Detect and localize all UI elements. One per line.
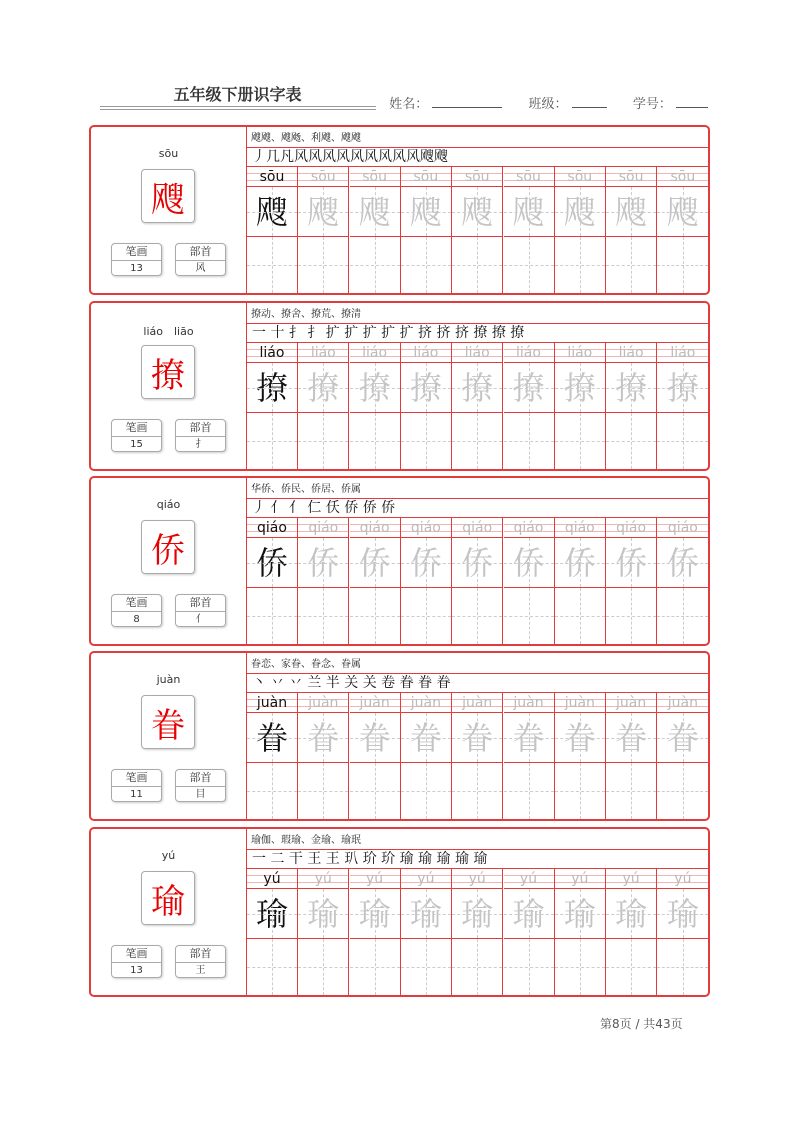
practice-character: 撩 <box>298 363 348 413</box>
practice-character: 瑜 <box>350 889 400 939</box>
practice-column <box>452 167 503 293</box>
practice-character: 飕 <box>555 187 605 237</box>
radical-label: 部首 <box>176 946 225 963</box>
practice-column <box>247 869 298 995</box>
radical-label: 部首 <box>176 244 225 261</box>
practice-column <box>452 869 503 995</box>
practice-pinyin: yú <box>350 869 400 889</box>
practice-pinyin: yú <box>452 869 502 889</box>
practice-pinyin: sōu <box>555 167 605 187</box>
character-pinyin: qiáo <box>156 498 181 511</box>
blank-writing-cell[interactable] <box>298 588 348 644</box>
practice-pinyin: qiáo <box>452 518 502 538</box>
practice-character: 侨 <box>504 538 554 588</box>
blank-writing-cell[interactable] <box>452 588 502 644</box>
practice-character: 瑜 <box>657 889 708 939</box>
practice-pinyin: yú <box>657 869 708 889</box>
practice-pinyin: yú <box>401 869 451 889</box>
blank-writing-cell[interactable] <box>298 939 348 995</box>
radical-box <box>175 594 226 627</box>
blank-writing-cell[interactable] <box>657 763 708 819</box>
practice-character: 侨 <box>298 538 348 588</box>
blank-writing-cell[interactable] <box>452 763 502 819</box>
blank-writing-cell[interactable] <box>657 413 708 469</box>
blank-writing-cell[interactable] <box>247 588 297 644</box>
blank-writing-cell[interactable] <box>504 413 554 469</box>
blank-writing-cell[interactable] <box>504 237 554 293</box>
practice-column <box>401 518 452 644</box>
blank-writing-cell[interactable] <box>298 413 348 469</box>
practice-pinyin: qiáo <box>247 518 297 538</box>
stroke-order: 丿 亻 亻 仁 仸 侨 侨 侨 <box>247 498 708 518</box>
practice-character: 眷 <box>657 713 708 763</box>
stroke-count-label: 笔画 <box>112 595 161 612</box>
character-pinyin: juàn <box>156 673 181 686</box>
blank-writing-cell[interactable] <box>606 237 656 293</box>
character-display: 侨 <box>141 520 195 574</box>
practice-column <box>298 167 349 293</box>
id-label: 学号： <box>632 97 672 112</box>
blank-writing-cell[interactable] <box>401 939 451 995</box>
name-label: 姓名： <box>389 97 429 112</box>
title-underline <box>100 106 376 107</box>
example-words: 飕飕、飕飏、利飕、飕飕 <box>251 133 361 144</box>
class-label: 班级： <box>528 97 568 112</box>
radical-box <box>175 769 226 802</box>
practice-column <box>606 167 657 293</box>
character-card <box>89 651 710 821</box>
blank-writing-cell[interactable] <box>555 588 605 644</box>
practice-pinyin: liáo <box>247 343 297 363</box>
practice-column <box>401 869 452 995</box>
practice-grid <box>247 693 708 819</box>
practice-pinyin: sōu <box>452 167 502 187</box>
practice-character: 眷 <box>298 713 348 763</box>
practice-character: 瑜 <box>606 889 656 939</box>
blank-writing-cell[interactable] <box>606 588 656 644</box>
practice-character: 侨 <box>452 538 502 588</box>
name-field[interactable] <box>432 95 502 108</box>
stroke-count-box <box>111 769 162 802</box>
example-words: 撩动、撩舍、撩荒、撩清 <box>251 309 361 320</box>
character-info-panel <box>91 478 247 644</box>
character-pinyin: liáo liāo <box>143 325 194 338</box>
practice-pinyin: yú <box>298 869 348 889</box>
blank-writing-cell[interactable] <box>555 413 605 469</box>
practice-pinyin: juàn <box>606 693 656 713</box>
practice-column <box>555 869 606 995</box>
practice-column <box>504 693 555 819</box>
practice-pinyin: juàn <box>452 693 502 713</box>
practice-pinyin: qiáo <box>298 518 348 538</box>
practice-character: 飕 <box>657 187 708 237</box>
blank-writing-cell[interactable] <box>298 237 348 293</box>
practice-column <box>555 343 606 469</box>
blank-writing-cell[interactable] <box>555 763 605 819</box>
practice-column <box>555 167 606 293</box>
practice-column <box>504 518 555 644</box>
practice-column <box>657 693 708 819</box>
blank-writing-cell[interactable] <box>555 939 605 995</box>
practice-panel <box>247 653 708 819</box>
practice-grid <box>247 167 708 293</box>
character-card <box>89 827 710 997</box>
practice-pinyin: sōu <box>298 167 348 187</box>
practice-column <box>350 869 401 995</box>
practice-character: 瑜 <box>452 889 502 939</box>
character-display: 撩 <box>141 345 195 399</box>
practice-column <box>350 343 401 469</box>
practice-column <box>504 167 555 293</box>
blank-writing-cell[interactable] <box>504 763 554 819</box>
blank-writing-cell[interactable] <box>504 939 554 995</box>
practice-panel <box>247 303 708 469</box>
practice-pinyin: liáo <box>657 343 708 363</box>
practice-character: 撩 <box>452 363 502 413</box>
practice-column <box>298 869 349 995</box>
practice-character: 侨 <box>401 538 451 588</box>
practice-pinyin: sōu <box>606 167 656 187</box>
blank-writing-cell[interactable] <box>350 939 400 995</box>
stroke-count-value: 13 <box>130 965 143 976</box>
practice-character: 撩 <box>657 363 708 413</box>
practice-pinyin: juàn <box>401 693 451 713</box>
practice-column <box>606 693 657 819</box>
practice-pinyin: liáo <box>298 343 348 363</box>
practice-character: 飕 <box>504 187 554 237</box>
practice-pinyin: qiáo <box>350 518 400 538</box>
radical-box <box>175 945 226 978</box>
practice-character: 眷 <box>606 713 656 763</box>
practice-pinyin: sōu <box>504 167 554 187</box>
character-info-panel <box>91 829 247 995</box>
practice-character: 撩 <box>350 363 400 413</box>
practice-character: 瑜 <box>401 889 451 939</box>
page-number: 第8页 / 共43页 <box>600 1017 683 1031</box>
practice-column <box>657 167 708 293</box>
practice-column <box>452 343 503 469</box>
stroke-count-value: 13 <box>130 263 143 274</box>
blank-writing-cell[interactable] <box>350 413 400 469</box>
practice-column <box>401 693 452 819</box>
practice-pinyin: sōu <box>401 167 451 187</box>
practice-column <box>247 343 298 469</box>
blank-writing-cell[interactable] <box>606 939 656 995</box>
practice-pinyin: qiáo <box>555 518 605 538</box>
blank-writing-cell[interactable] <box>247 237 297 293</box>
class-field[interactable] <box>572 95 607 108</box>
stroke-count-label: 笔画 <box>112 770 161 787</box>
practice-character: 飕 <box>401 187 451 237</box>
practice-pinyin: yú <box>606 869 656 889</box>
stroke-count-box <box>111 945 162 978</box>
stroke-count-label: 笔画 <box>112 946 161 963</box>
practice-column <box>657 343 708 469</box>
blank-writing-cell[interactable] <box>401 237 451 293</box>
practice-column <box>452 693 503 819</box>
practice-column <box>452 518 503 644</box>
practice-column <box>298 693 349 819</box>
blank-writing-cell[interactable] <box>555 237 605 293</box>
practice-column <box>606 869 657 995</box>
practice-pinyin: liáo <box>555 343 605 363</box>
character-display: 眷 <box>141 695 195 749</box>
practice-column <box>401 343 452 469</box>
practice-pinyin: liáo <box>401 343 451 363</box>
practice-pinyin: juàn <box>555 693 605 713</box>
radical-value: 亻 <box>195 614 206 625</box>
practice-pinyin: juàn <box>657 693 708 713</box>
blank-writing-cell[interactable] <box>657 588 708 644</box>
practice-character: 侨 <box>247 538 297 588</box>
practice-pinyin: yú <box>247 869 297 889</box>
stroke-count-box <box>111 594 162 627</box>
practice-character: 撩 <box>504 363 554 413</box>
practice-character: 瑜 <box>504 889 554 939</box>
stroke-count-label: 笔画 <box>112 420 161 437</box>
practice-column <box>606 343 657 469</box>
practice-character: 侨 <box>555 538 605 588</box>
character-pinyin: sōu <box>158 147 179 160</box>
blank-writing-cell[interactable] <box>247 763 297 819</box>
practice-column <box>350 518 401 644</box>
practice-character: 瑜 <box>298 889 348 939</box>
blank-writing-cell[interactable] <box>504 588 554 644</box>
practice-pinyin: liáo <box>504 343 554 363</box>
blank-writing-cell[interactable] <box>401 763 451 819</box>
radical-box <box>175 243 226 276</box>
practice-pinyin: juàn <box>504 693 554 713</box>
practice-column <box>606 518 657 644</box>
stroke-order: 一 十 扌 扌 扩 扩 扩 扩 扩 挤 挤 挤 撩 撩 撩 <box>247 323 708 343</box>
practice-pinyin: liáo <box>350 343 400 363</box>
practice-character: 眷 <box>504 713 554 763</box>
practice-pinyin: qiáo <box>606 518 656 538</box>
practice-column <box>504 343 555 469</box>
practice-column <box>555 518 606 644</box>
practice-character: 眷 <box>401 713 451 763</box>
radical-value: 扌 <box>195 439 206 450</box>
blank-writing-cell[interactable] <box>657 939 708 995</box>
practice-character: 撩 <box>606 363 656 413</box>
practice-character: 飕 <box>247 187 297 237</box>
stroke-count-label: 笔画 <box>112 244 161 261</box>
practice-character: 飕 <box>350 187 400 237</box>
blank-writing-cell[interactable] <box>452 237 502 293</box>
practice-panel <box>247 478 708 644</box>
character-card <box>89 125 710 295</box>
practice-character: 瑜 <box>247 889 297 939</box>
character-display: 瑜 <box>141 871 195 925</box>
page-title: 五年级下册识字表 <box>173 85 302 104</box>
practice-pinyin: qiáo <box>657 518 708 538</box>
practice-grid <box>247 343 708 469</box>
practice-pinyin: liáo <box>452 343 502 363</box>
blank-writing-cell[interactable] <box>452 413 502 469</box>
practice-pinyin: liáo <box>606 343 656 363</box>
blank-writing-cell[interactable] <box>350 237 400 293</box>
practice-panel <box>247 829 708 995</box>
practice-pinyin: sōu <box>350 167 400 187</box>
practice-column <box>247 167 298 293</box>
practice-character: 瑜 <box>555 889 605 939</box>
blank-writing-cell[interactable] <box>350 588 400 644</box>
practice-column <box>298 518 349 644</box>
stroke-count-value: 15 <box>130 439 143 450</box>
practice-character: 撩 <box>555 363 605 413</box>
practice-panel <box>247 127 708 293</box>
practice-character: 飕 <box>298 187 348 237</box>
blank-writing-cell[interactable] <box>298 763 348 819</box>
stroke-order: 丿几凡风风风风风风风风风飕飕 <box>247 147 708 167</box>
radical-label: 部首 <box>176 595 225 612</box>
blank-writing-cell[interactable] <box>401 588 451 644</box>
student-fields <box>389 93 708 112</box>
practice-character: 眷 <box>452 713 502 763</box>
example-words: 瑜伽、瑕瑜、金瑜、瑜珉 <box>251 835 361 846</box>
practice-pinyin: juàn <box>298 693 348 713</box>
practice-pinyin: sōu <box>657 167 708 187</box>
practice-character: 飕 <box>452 187 502 237</box>
practice-pinyin: juàn <box>350 693 400 713</box>
example-words: 华侨、侨民、侨居、侨属 <box>251 484 361 495</box>
practice-character: 眷 <box>555 713 605 763</box>
character-display: 飕 <box>141 169 195 223</box>
practice-column <box>657 869 708 995</box>
practice-column <box>247 518 298 644</box>
radical-box <box>175 419 226 452</box>
practice-character: 撩 <box>401 363 451 413</box>
practice-character: 侨 <box>606 538 656 588</box>
practice-character: 侨 <box>657 538 708 588</box>
example-words: 眷恋、家眷、眷念、眷属 <box>251 659 361 670</box>
radical-value: 风 <box>195 263 206 274</box>
practice-character: 飕 <box>606 187 656 237</box>
stroke-count-box <box>111 419 162 452</box>
blank-writing-cell[interactable] <box>247 413 297 469</box>
radical-label: 部首 <box>176 770 225 787</box>
practice-character: 侨 <box>350 538 400 588</box>
character-info-panel <box>91 303 247 469</box>
radical-value: 王 <box>195 965 206 976</box>
practice-character: 眷 <box>350 713 400 763</box>
practice-pinyin: qiáo <box>504 518 554 538</box>
practice-pinyin: yú <box>555 869 605 889</box>
practice-column <box>504 869 555 995</box>
blank-writing-cell[interactable] <box>657 237 708 293</box>
practice-pinyin: sōu <box>247 167 297 187</box>
practice-column <box>657 518 708 644</box>
stroke-count-value: 11 <box>130 789 143 800</box>
practice-pinyin: juàn <box>247 693 297 713</box>
blank-writing-cell[interactable] <box>247 939 297 995</box>
blank-writing-cell[interactable] <box>606 763 656 819</box>
practice-column <box>401 167 452 293</box>
practice-column <box>298 343 349 469</box>
blank-writing-cell[interactable] <box>350 763 400 819</box>
radical-label: 部首 <box>176 420 225 437</box>
title-underline-2 <box>100 109 376 110</box>
stroke-order: 丶 丷 丷 兰 半 关 关 卷 眷 眷 眷 <box>247 673 708 693</box>
practice-character: 撩 <box>247 363 297 413</box>
practice-grid <box>247 518 708 644</box>
practice-column <box>350 693 401 819</box>
practice-column <box>555 693 606 819</box>
practice-character: 眷 <box>247 713 297 763</box>
character-card <box>89 476 710 646</box>
practice-pinyin: yú <box>504 869 554 889</box>
practice-column <box>247 693 298 819</box>
practice-grid <box>247 869 708 995</box>
character-pinyin: yú <box>161 849 176 862</box>
character-info-panel <box>91 653 247 819</box>
id-field[interactable] <box>676 95 708 108</box>
stroke-order: 一 二 干 王 王 玐 玠 玠 瑜 瑜 瑜 瑜 瑜 <box>247 849 708 869</box>
stroke-count-value: 8 <box>133 614 140 625</box>
character-info-panel <box>91 127 247 293</box>
practice-pinyin: qiáo <box>401 518 451 538</box>
blank-writing-cell[interactable] <box>606 413 656 469</box>
blank-writing-cell[interactable] <box>452 939 502 995</box>
blank-writing-cell[interactable] <box>401 413 451 469</box>
stroke-count-box <box>111 243 162 276</box>
practice-column <box>350 167 401 293</box>
character-card <box>89 301 710 471</box>
radical-value: 目 <box>195 789 206 800</box>
